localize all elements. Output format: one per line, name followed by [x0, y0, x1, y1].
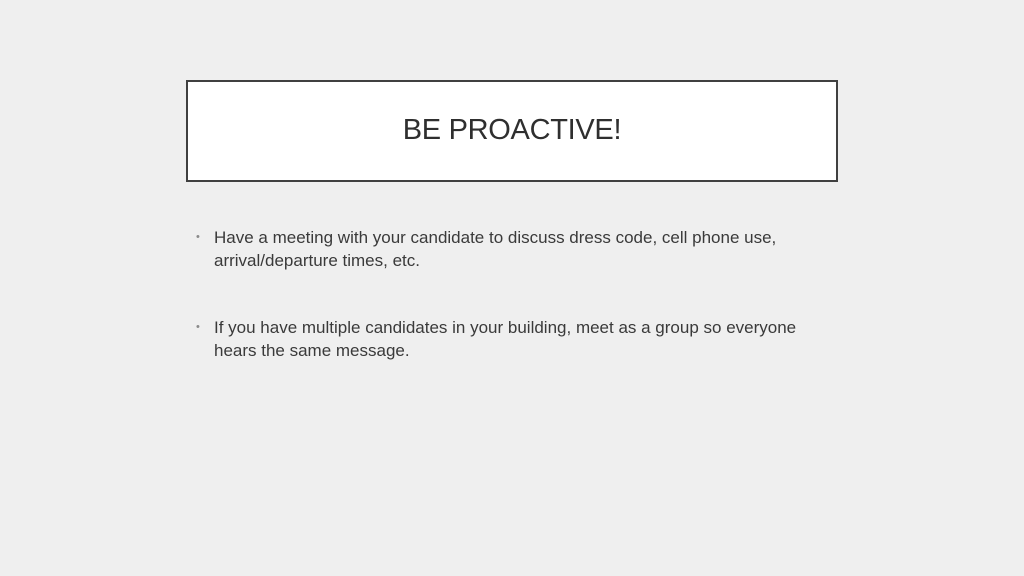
title-box	[186, 80, 838, 182]
bullet-text: Have a meeting with your candidate to discuss dress code, cell phone use, arrival/departure times, etc.	[214, 228, 777, 270]
bullet-dot-icon: •	[196, 321, 200, 333]
bullet-item	[196, 316, 836, 362]
bullet-list	[196, 226, 836, 362]
bullet-item	[196, 226, 836, 272]
slide-title: BE PROACTIVE!	[402, 113, 622, 146]
bullet-dot-icon: •	[196, 231, 200, 243]
bullet-text: If you have multiple candidates in your building, meet as a group so everyone hears the same message.	[214, 318, 797, 360]
